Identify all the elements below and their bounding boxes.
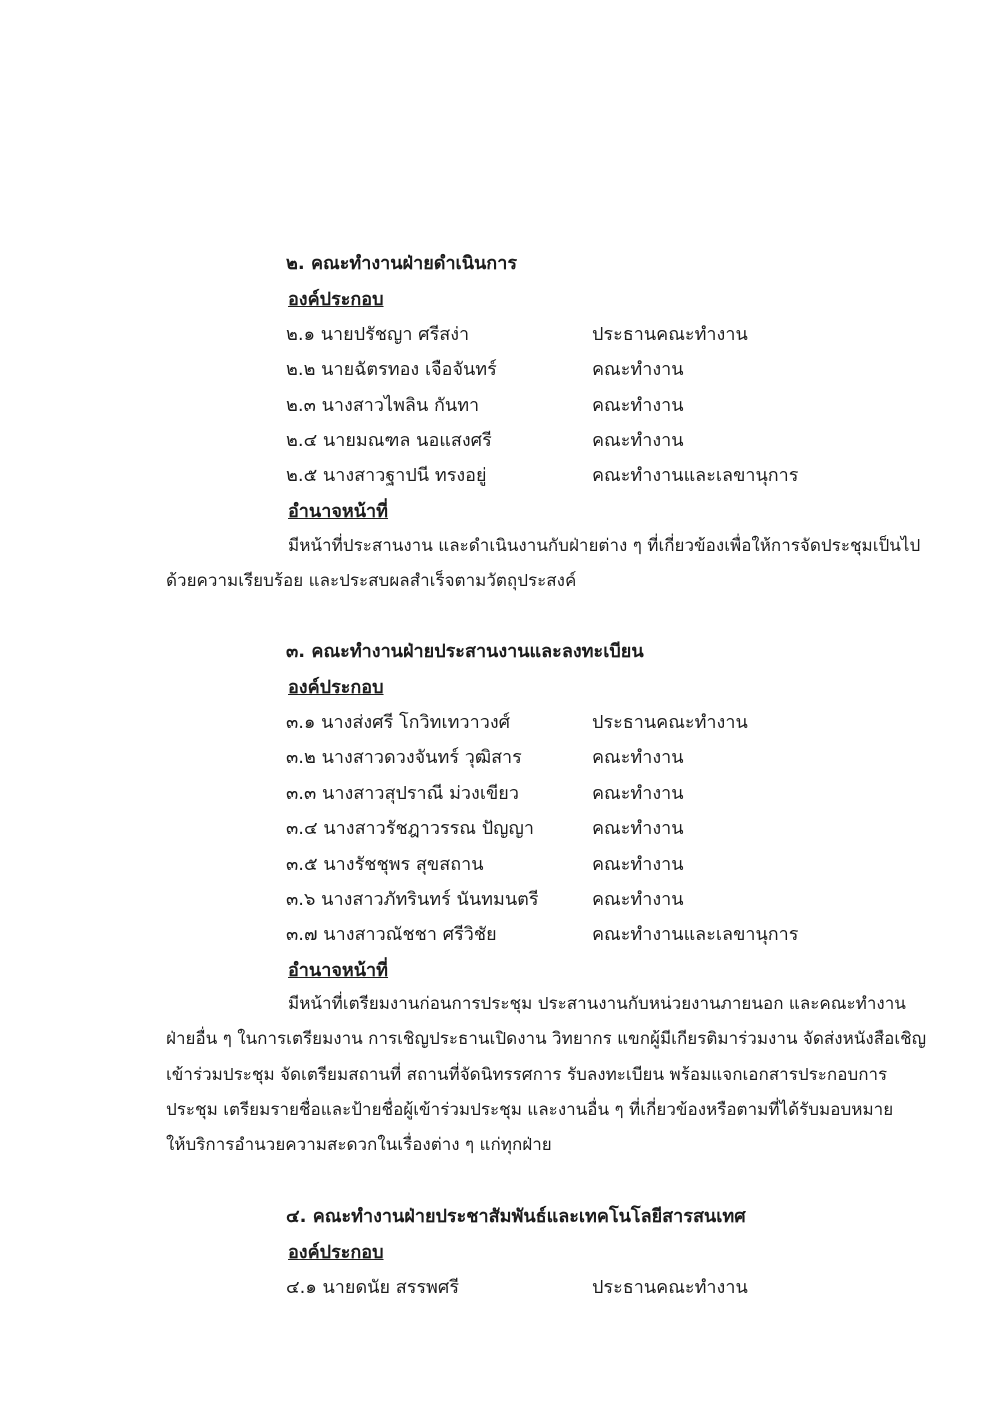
section-2-member-3-name: ๒.๓ นางสาวไพลิน กันทา (286, 395, 480, 416)
section-3-member-6-name: ๓.๖ นางสาวภัทรินทร์ นันทมนตรี (286, 889, 539, 910)
section-3-composition-label: องค์ประกอบ (288, 677, 384, 698)
section-2-member-2-name: ๒.๒ นายฉัตรทอง เจือจันทร์ (286, 359, 497, 380)
section-2-member-1-role: ประธานคณะทำงาน (592, 324, 748, 345)
section-2-member-5-role: คณะทำงานและเลขานุการ (592, 465, 799, 486)
section-4-member-1-role: ประธานคณะทำงาน (592, 1277, 748, 1298)
section-2-member-1-name: ๒.๑ นายปรัชญา ศรีสง่า (286, 324, 470, 345)
section-3-duty-line-4: ประชุม เตรียมรายชื่อและป้ายชื่อผู้เข้าร่วมประชุม และงานอื่น ๆ ที่เกี่ยวข้องหรือตามที่ได้รับมอบหมาย (166, 1100, 894, 1120)
section-2-member-4-role: คณะทำงาน (592, 430, 684, 451)
section-2-member-5-name: ๒.๕ นางสาวฐาปนี ทรงอยู่ (286, 465, 487, 486)
section-3-duty-line-1: มีหน้าที่เตรียมงานก่อนการประชุม ประสานงานกับหน่วยงานภายนอก และคณะทำงาน (288, 994, 906, 1014)
section-2-composition-label: องค์ประกอบ (288, 289, 384, 310)
section-3-member-7-role: คณะทำงานและเลขานุการ (592, 924, 799, 945)
section-3-member-1-name: ๓.๑ นางส่งศรี โกวิทเทวาวงศ์ (286, 712, 511, 733)
section-4-composition-label: องค์ประกอบ (288, 1242, 384, 1263)
section-2-duty-label: อำนาจหน้าที่ (288, 501, 389, 522)
section-3-member-7-name: ๓.๗ นางสาวณัชชา ศรีวิชัย (286, 924, 497, 945)
section-3-member-4-name: ๓.๔ นางสาวรัชฎาวรรณ ปัญญา (286, 818, 534, 839)
section-2-member-2-role: คณะทำงาน (592, 359, 684, 380)
section-3-member-5-role: คณะทำงาน (592, 854, 684, 875)
section-3-duty-line-5: ให้บริการอำนวยความสะดวกในเรื่องต่าง ๆ แก่ทุกฝ่าย (166, 1135, 552, 1155)
section-3-duty-line-3: เข้าร่วมประชุม จัดเตรียมสถานที่ สถานที่จัดนิทรรศการ รับลงทะเบียน พร้อมแจกเอกสารประกอบการ (166, 1065, 888, 1085)
section-3-member-6-role: คณะทำงาน (592, 889, 684, 910)
section-3-member-3-name: ๓.๓ นางสาวสุปราณี ม่วงเขียว (286, 783, 519, 804)
section-2-duty-line-2: ด้วยความเรียบร้อย และประสบผลสำเร็จตามวัตถุประสงค์ (166, 571, 577, 591)
section-4-member-1-name: ๔.๑ นายดนัย สรรพศรี (286, 1277, 459, 1298)
section-3-member-2-name: ๓.๒ นางสาวดวงจันทร์ วุฒิสาร (286, 747, 522, 768)
section-3-member-1-role: ประธานคณะทำงาน (592, 712, 748, 733)
section-3-member-4-role: คณะทำงาน (592, 818, 684, 839)
section-3-member-2-role: คณะทำงาน (592, 747, 684, 768)
section-3-heading: ๓. คณะทำงานฝ่ายประสานงานและลงทะเบียน (286, 641, 644, 662)
section-2-duty-line-1: มีหน้าที่ประสานงาน และดำเนินงานกับฝ่ายต่าง ๆ ที่เกี่ยวข้องเพื่อให้การจัดประชุมเป็นไป (288, 536, 921, 556)
section-2-heading: ๒. คณะทำงานฝ่ายดำเนินการ (286, 253, 517, 274)
section-2-member-4-name: ๒.๔ นายมณฑล นอแสงศรี (286, 430, 492, 451)
section-3-member-5-name: ๓.๕ นางรัชชุพร สุขสถาน (286, 854, 484, 875)
section-3-member-3-role: คณะทำงาน (592, 783, 684, 804)
section-4-heading: ๔. คณะทำงานฝ่ายประชาสัมพันธ์และเทคโนโลยีสารสนเทศ (286, 1206, 746, 1227)
section-2-member-3-role: คณะทำงาน (592, 395, 684, 416)
section-3-duty-line-2: ฝ่ายอื่น ๆ ในการเตรียมงาน การเชิญประธานเปิดงาน วิทยากร แขกผู้มีเกียรติมาร่วมงาน จัดส่งหนังสือเชิญ (166, 1029, 927, 1049)
section-3-duty-label: อำนาจหน้าที่ (288, 960, 389, 981)
